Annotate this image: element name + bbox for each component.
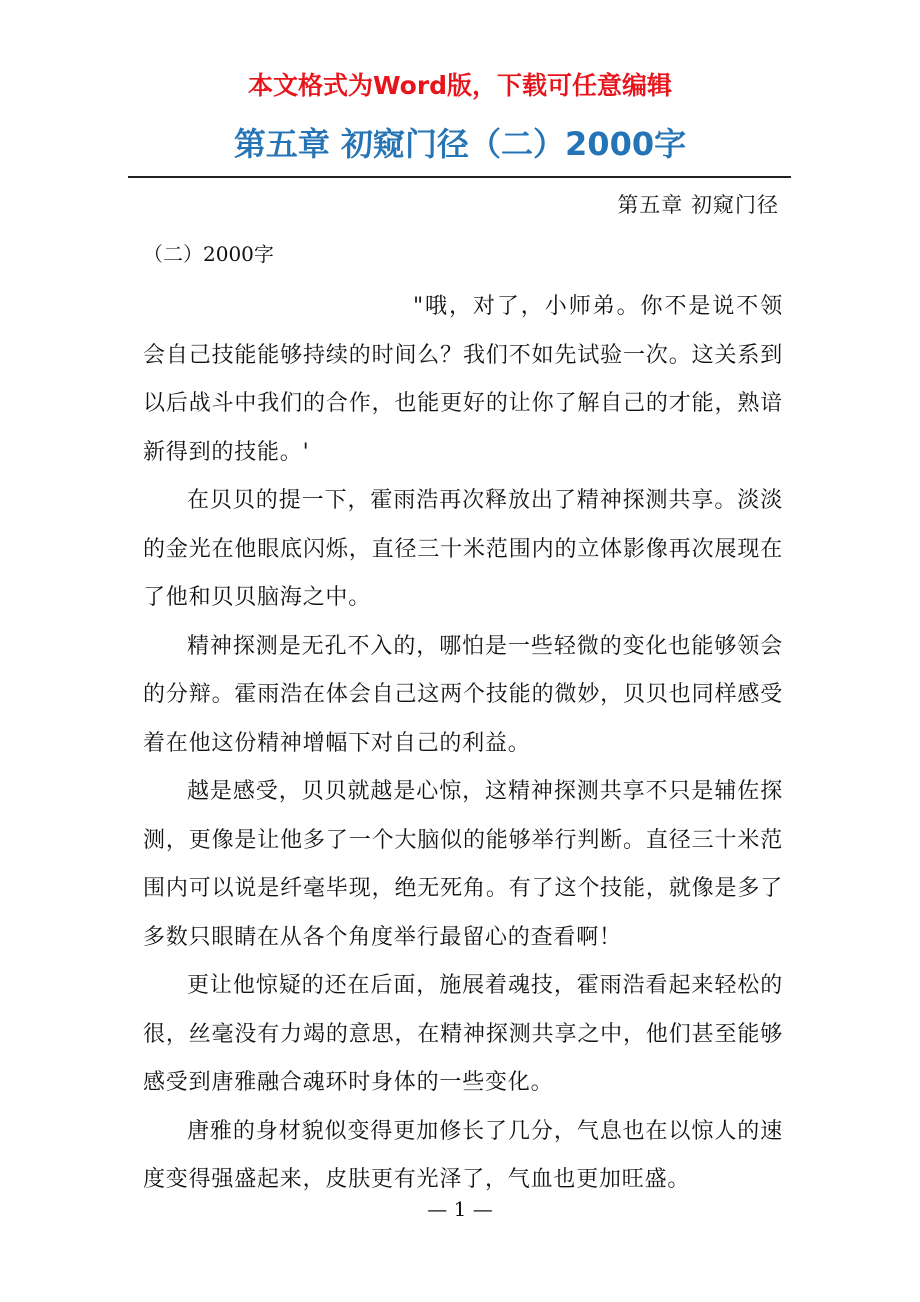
- document-title: 第五章 初窥门径（二）2000字: [233, 125, 687, 163]
- paragraph: 更让他惊疑的还在后面，施展着魂技，霍雨浩看起来轻松的很，丝毫没有力竭的意思，在精神探测共享之中，他们甚至能够感受到唐雅融合魂环时身体的一些变化。: [143, 973, 783, 1095]
- chapter-heading-main: 第五章 初窥门径: [617, 193, 779, 217]
- paragraph: 唐雅的身材貌似变得更加修长了几分，气息也在以惊人的速度变得强盛起来，皮肤更有光泽了，气血也更加旺盛。: [143, 1118, 783, 1192]
- chapter-heading: [143, 186, 783, 273]
- paragraph: 精神探测是无孔不入的，哪怕是一些轻微的变化也能够领会的分辩。霍雨浩在体会自己这两个技能的微妙，贝贝也同样感受着在他这份精神增幅下对自己的利益。: [143, 633, 783, 756]
- page-number: — 1 —: [427, 1197, 493, 1221]
- paragraph: 在贝贝的提一下，霍雨浩再次释放出了精神探测共享。淡淡的金光在他眼底闪烁，直径三十米范围内的立体影像再次展现在了他和贝贝脑海之中。: [143, 488, 783, 610]
- title-divider: [128, 176, 791, 178]
- chapter-heading-sub: （二）2000字: [143, 242, 274, 266]
- paragraph: "哦，对了，小师弟。你不是说不领会自己技能能够持续的时间么？我们不如先试验一次。这关系到以后战斗中我们的合作，也能更好的让你了解自己的才能，熟谙新得到的技能。': [143, 294, 783, 465]
- paragraph: 越是感受，贝贝就越是心惊，这精神探测共享不只是辅佐探测，更像是让他多了一个大脑似的能够举行判断。直径三十米范围内可以说是纤毫毕现，绝无死角。有了这个技能，就像是多了多数只眼睛在从各个角度举行最留心的查看啊！: [143, 779, 783, 950]
- download-notice: 本文格式为Word版，下载可任意编辑: [247, 71, 673, 100]
- body-text: [143, 283, 783, 1205]
